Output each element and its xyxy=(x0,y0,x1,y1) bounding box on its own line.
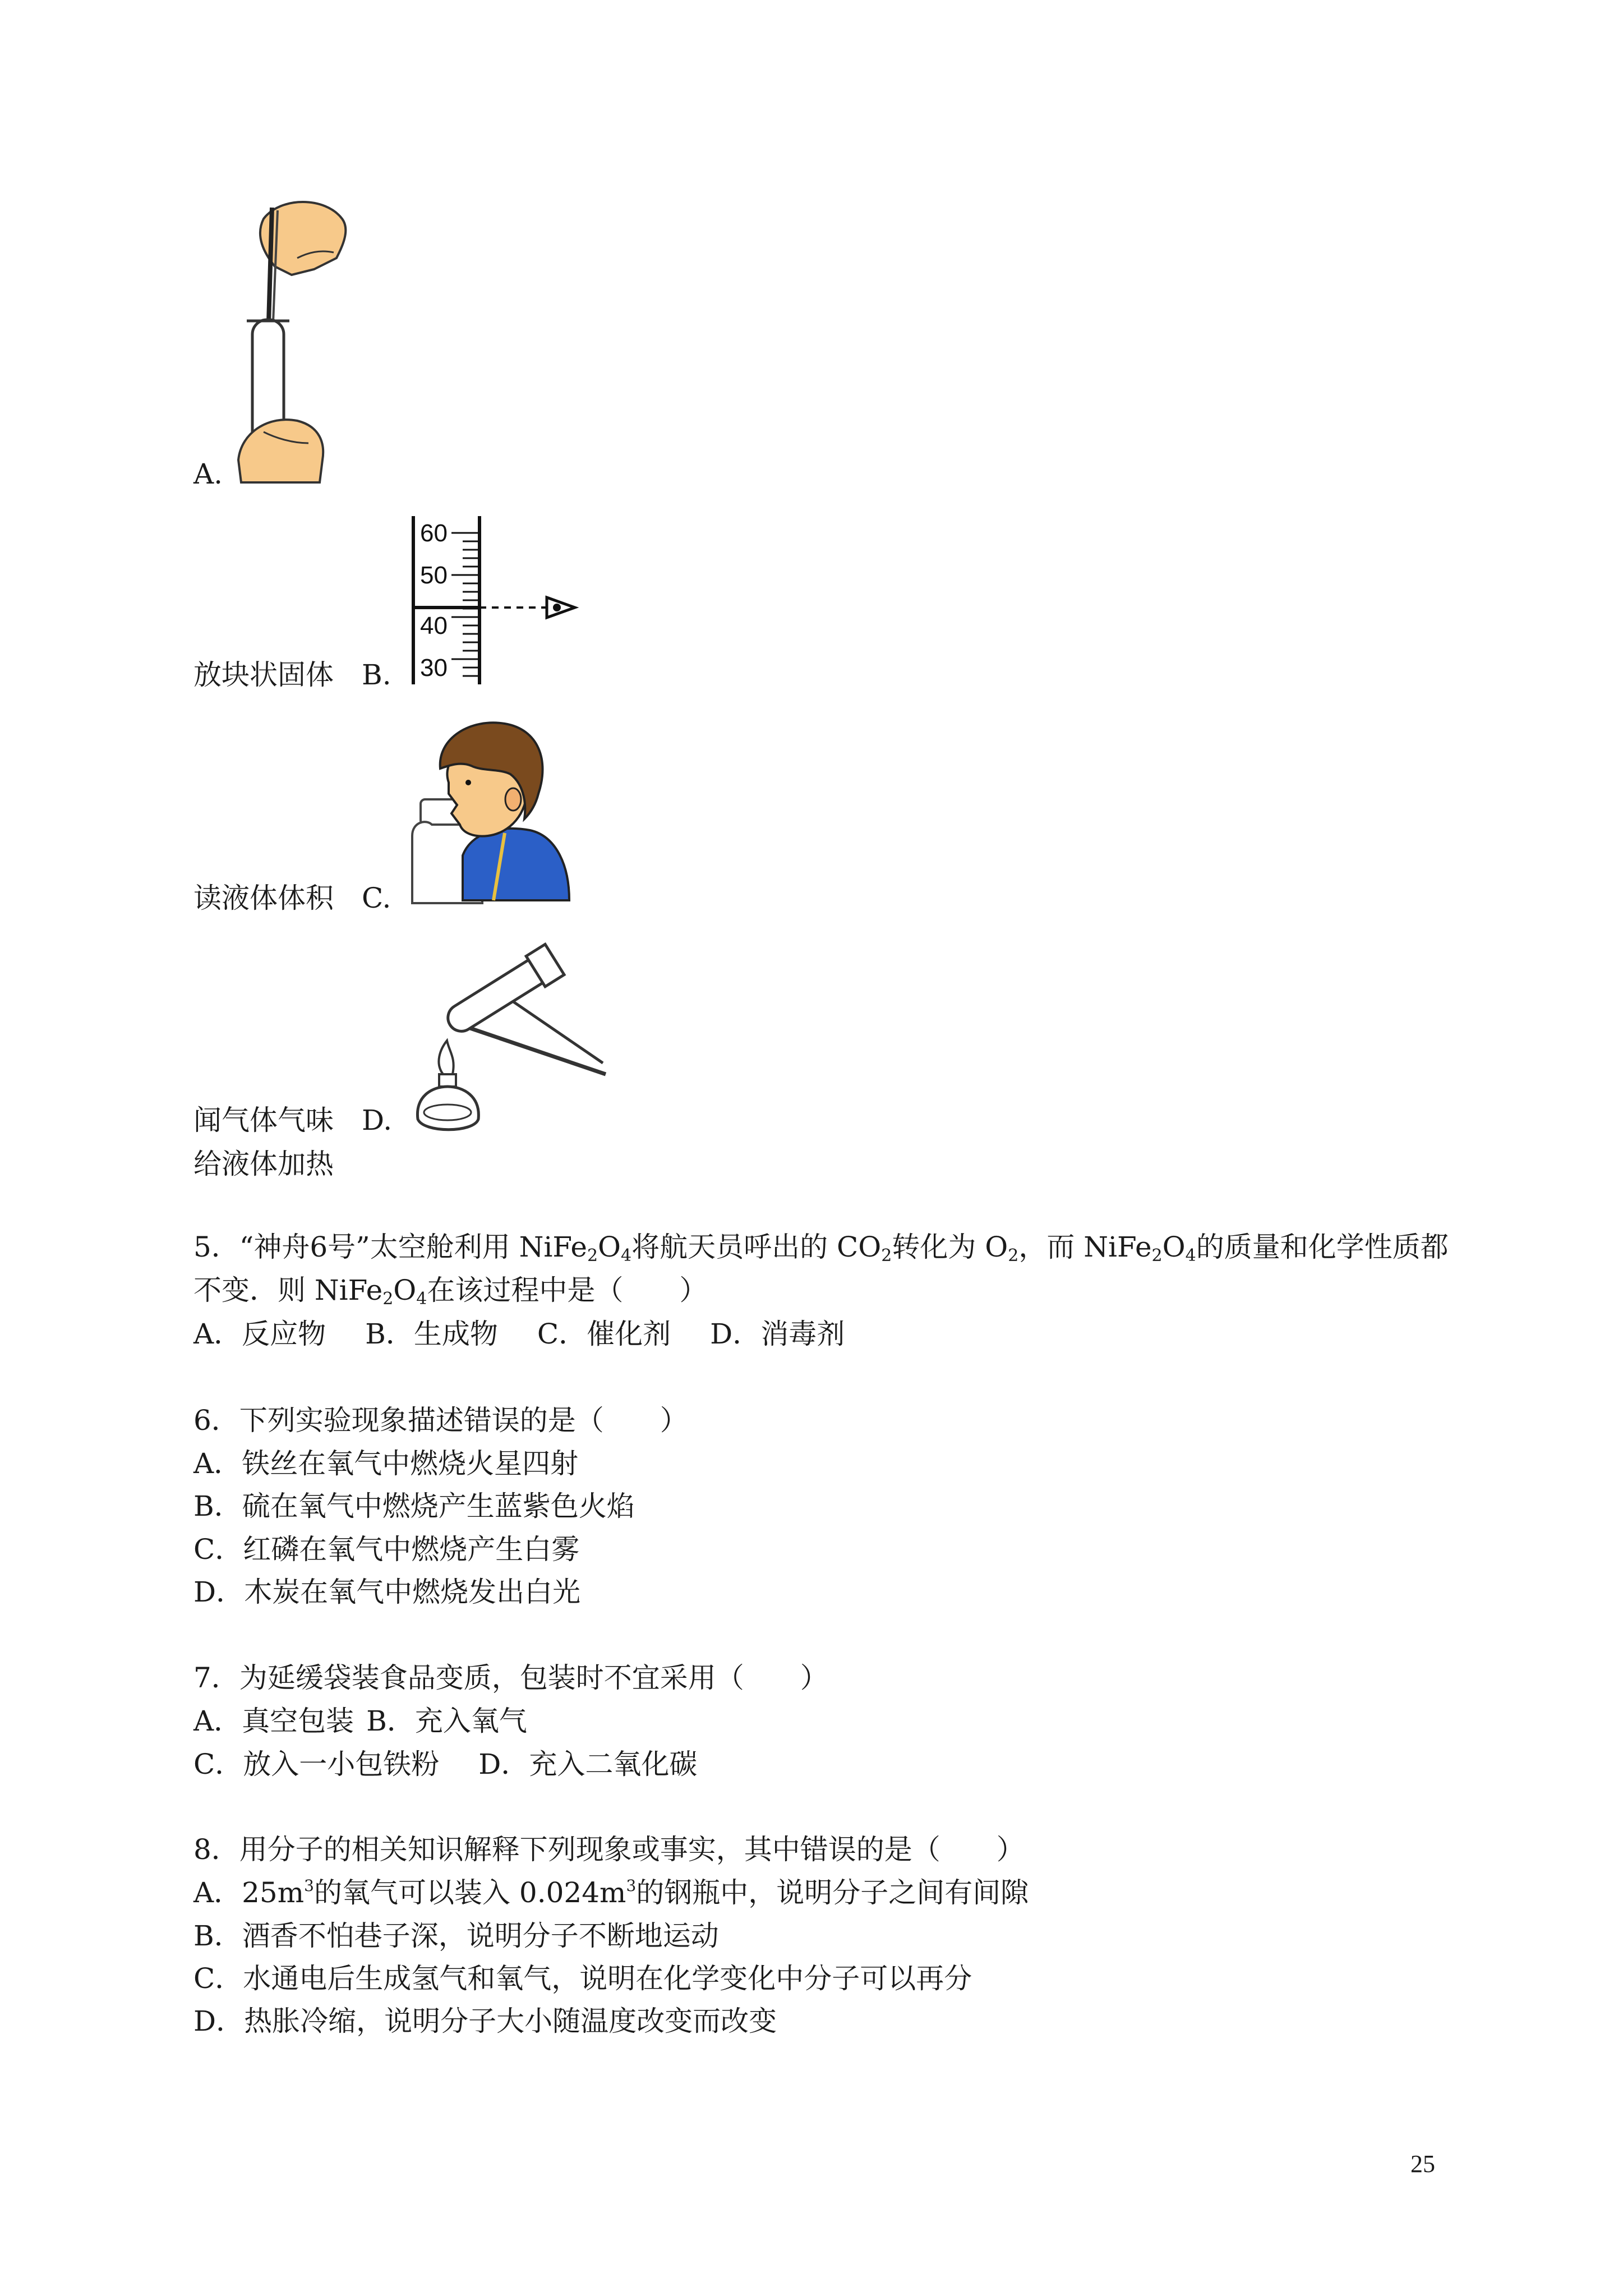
caption-a: 放块状固体 xyxy=(193,659,334,691)
q7-stem: 7．为延缓袋装食品变质，包装时不宜采用（ ） xyxy=(193,1662,828,1694)
scale-label-50: 50 xyxy=(420,562,448,589)
q7-option-d: D．充入二氧化碳 xyxy=(478,1748,698,1780)
q5-option-d: D．消毒剂 xyxy=(710,1318,845,1350)
q7-option-b: B．充入氧气 xyxy=(366,1705,527,1737)
q6-option-c: C．红磷在氧气中燃烧产生白雾 xyxy=(193,1533,580,1566)
q5-options xyxy=(193,1314,845,1354)
option-b-label: B. xyxy=(362,659,391,691)
q5-option-b: B．生成物 xyxy=(365,1318,498,1350)
caption-d: 给液体加热 xyxy=(193,1148,334,1180)
q8-option-c: C．水通电后生成氢气和氧气，说明在化学变化中分子可以再分 xyxy=(193,1962,972,1995)
option-d-label: D. xyxy=(362,1104,393,1137)
scale-label-30: 30 xyxy=(420,654,448,682)
q8-stem: 8．用分子的相关知识解释下列现象或事实，其中错误的是（ ） xyxy=(193,1833,1025,1866)
q7-options-row-1 xyxy=(193,1701,527,1741)
option-c-line xyxy=(193,878,391,918)
scale-label-40: 40 xyxy=(420,612,448,639)
caption-b: 读液体体积 xyxy=(193,882,334,914)
q6-option-b: B．硫在氧气中燃烧产生蓝紫色火焰 xyxy=(193,1490,635,1522)
hand-dropping-solid-into-test-tube-image xyxy=(230,196,359,488)
q8-option-b: B．酒香不怕巷子深，说明分子不断地运动 xyxy=(193,1920,719,1952)
q7-option-a: A．真空包装 xyxy=(193,1705,354,1737)
option-c-label: C. xyxy=(362,882,391,914)
q7-options-row-2 xyxy=(193,1745,697,1784)
q6-stem: 6．下列实验现象描述错误的是（ ） xyxy=(193,1404,688,1437)
boy-smelling-gas-bottle-image xyxy=(409,715,572,909)
page-number: 25 xyxy=(1410,2150,1435,2178)
q5-option-a: A．反应物 xyxy=(193,1318,326,1350)
option-d-line xyxy=(193,1101,392,1140)
q8-option-a: A．$25m^3$的氧气可以装入 $0.024m^3$的钢瓶中，说明分子之间有间隙 xyxy=(193,1876,1029,1909)
q6-option-a: A．铁丝在氧气中燃烧火星四射 xyxy=(193,1447,579,1480)
q7-option-c: C．放入一小包铁粉 xyxy=(193,1748,440,1780)
q5-option-c: C．催化剂 xyxy=(537,1318,671,1350)
caption-c: 闻气体气味 xyxy=(193,1104,334,1137)
q5-stem-line-2: 不变．则 $NiFe_2O_4$在该过程中是（ ） xyxy=(193,1274,708,1309)
option-b-line xyxy=(193,655,391,694)
option-a-label: A. xyxy=(193,458,223,490)
graduated-cylinder-reading-image xyxy=(407,513,586,687)
q8-option-d: D．热胀冷缩，说明分子大小随温度改变而改变 xyxy=(193,2005,777,2037)
q6-option-d: D．木炭在氧气中燃烧发出白光 xyxy=(193,1576,581,1608)
q5-stem-line-1: 5．“神舟6号”太空舱利用 $NiFe_2O_4$将航天员呼出的 $CO_2$转化为 $O_2$，而 $NiFe_2O_4$的质量和化学性质都 xyxy=(193,1231,1449,1266)
scale-label-60: 60 xyxy=(420,519,448,547)
test-tube-heating-over-alcohol-lamp-image xyxy=(412,934,614,1142)
